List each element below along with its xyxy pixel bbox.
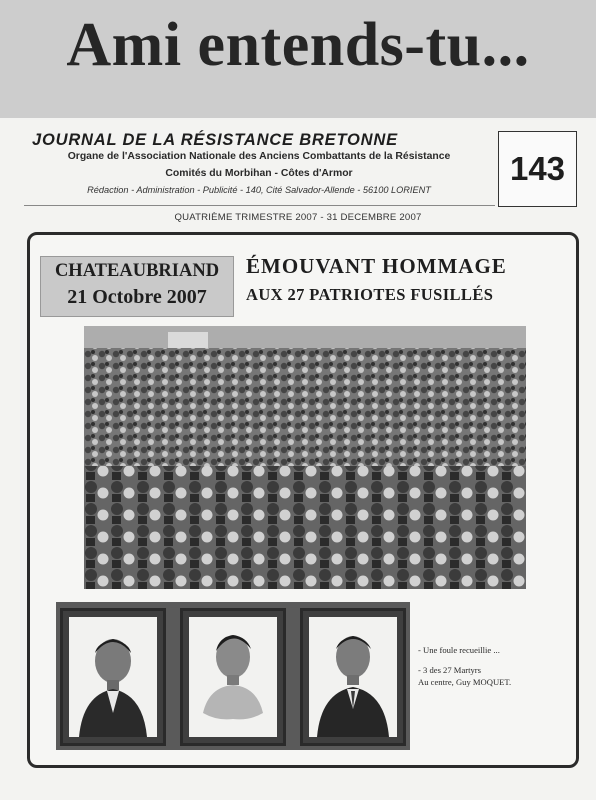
location-city: CHATEAUBRIAND [54,261,220,281]
caption-center: Au centre, Guy MOQUET. [418,677,512,687]
headline-sub: AUX 27 PATRIOTES FUSILLÉS [246,285,494,304]
portrait-left [60,608,166,746]
masthead-band [0,0,596,118]
caption-crowd: - Une foule recueillie ... [418,645,500,655]
martyr-portraits [56,602,410,750]
masthead-title: Ami entends-tu... [66,11,530,79]
issue-date-line: QUATRIÈME TRIMESTRE 2007 - 31 DECEMBRE 2007 [174,212,422,223]
portrait-left-image [69,617,157,737]
address-line: Rédaction - Administration - Publicité - 140, Cité Salvador-Allende - 56100 LORIENT [87,185,431,195]
location-box [40,256,234,317]
journal-title: JOURNAL DE LA RÉSISTANCE BRETONNE [32,131,398,149]
organ-line: Organe de l'Association Nationale des Anciens Combattants de la Résistance [67,151,451,162]
committees-line: Comités du Morbihan - Côtes d'Armor [165,168,353,179]
issue-number: 143 [498,131,577,207]
portrait-center-image [189,617,277,737]
caption-martyrs: - 3 des 27 Martyrs [418,665,482,675]
headline-main: ÉMOUVANT HOMMAGE [246,254,507,278]
portrait-right-image [309,617,397,737]
portrait-right [300,608,406,746]
location-date: 21 Octobre 2007 [67,286,207,308]
header-divider [24,205,495,206]
crowd-photo [84,326,526,589]
portrait-center [180,608,286,746]
